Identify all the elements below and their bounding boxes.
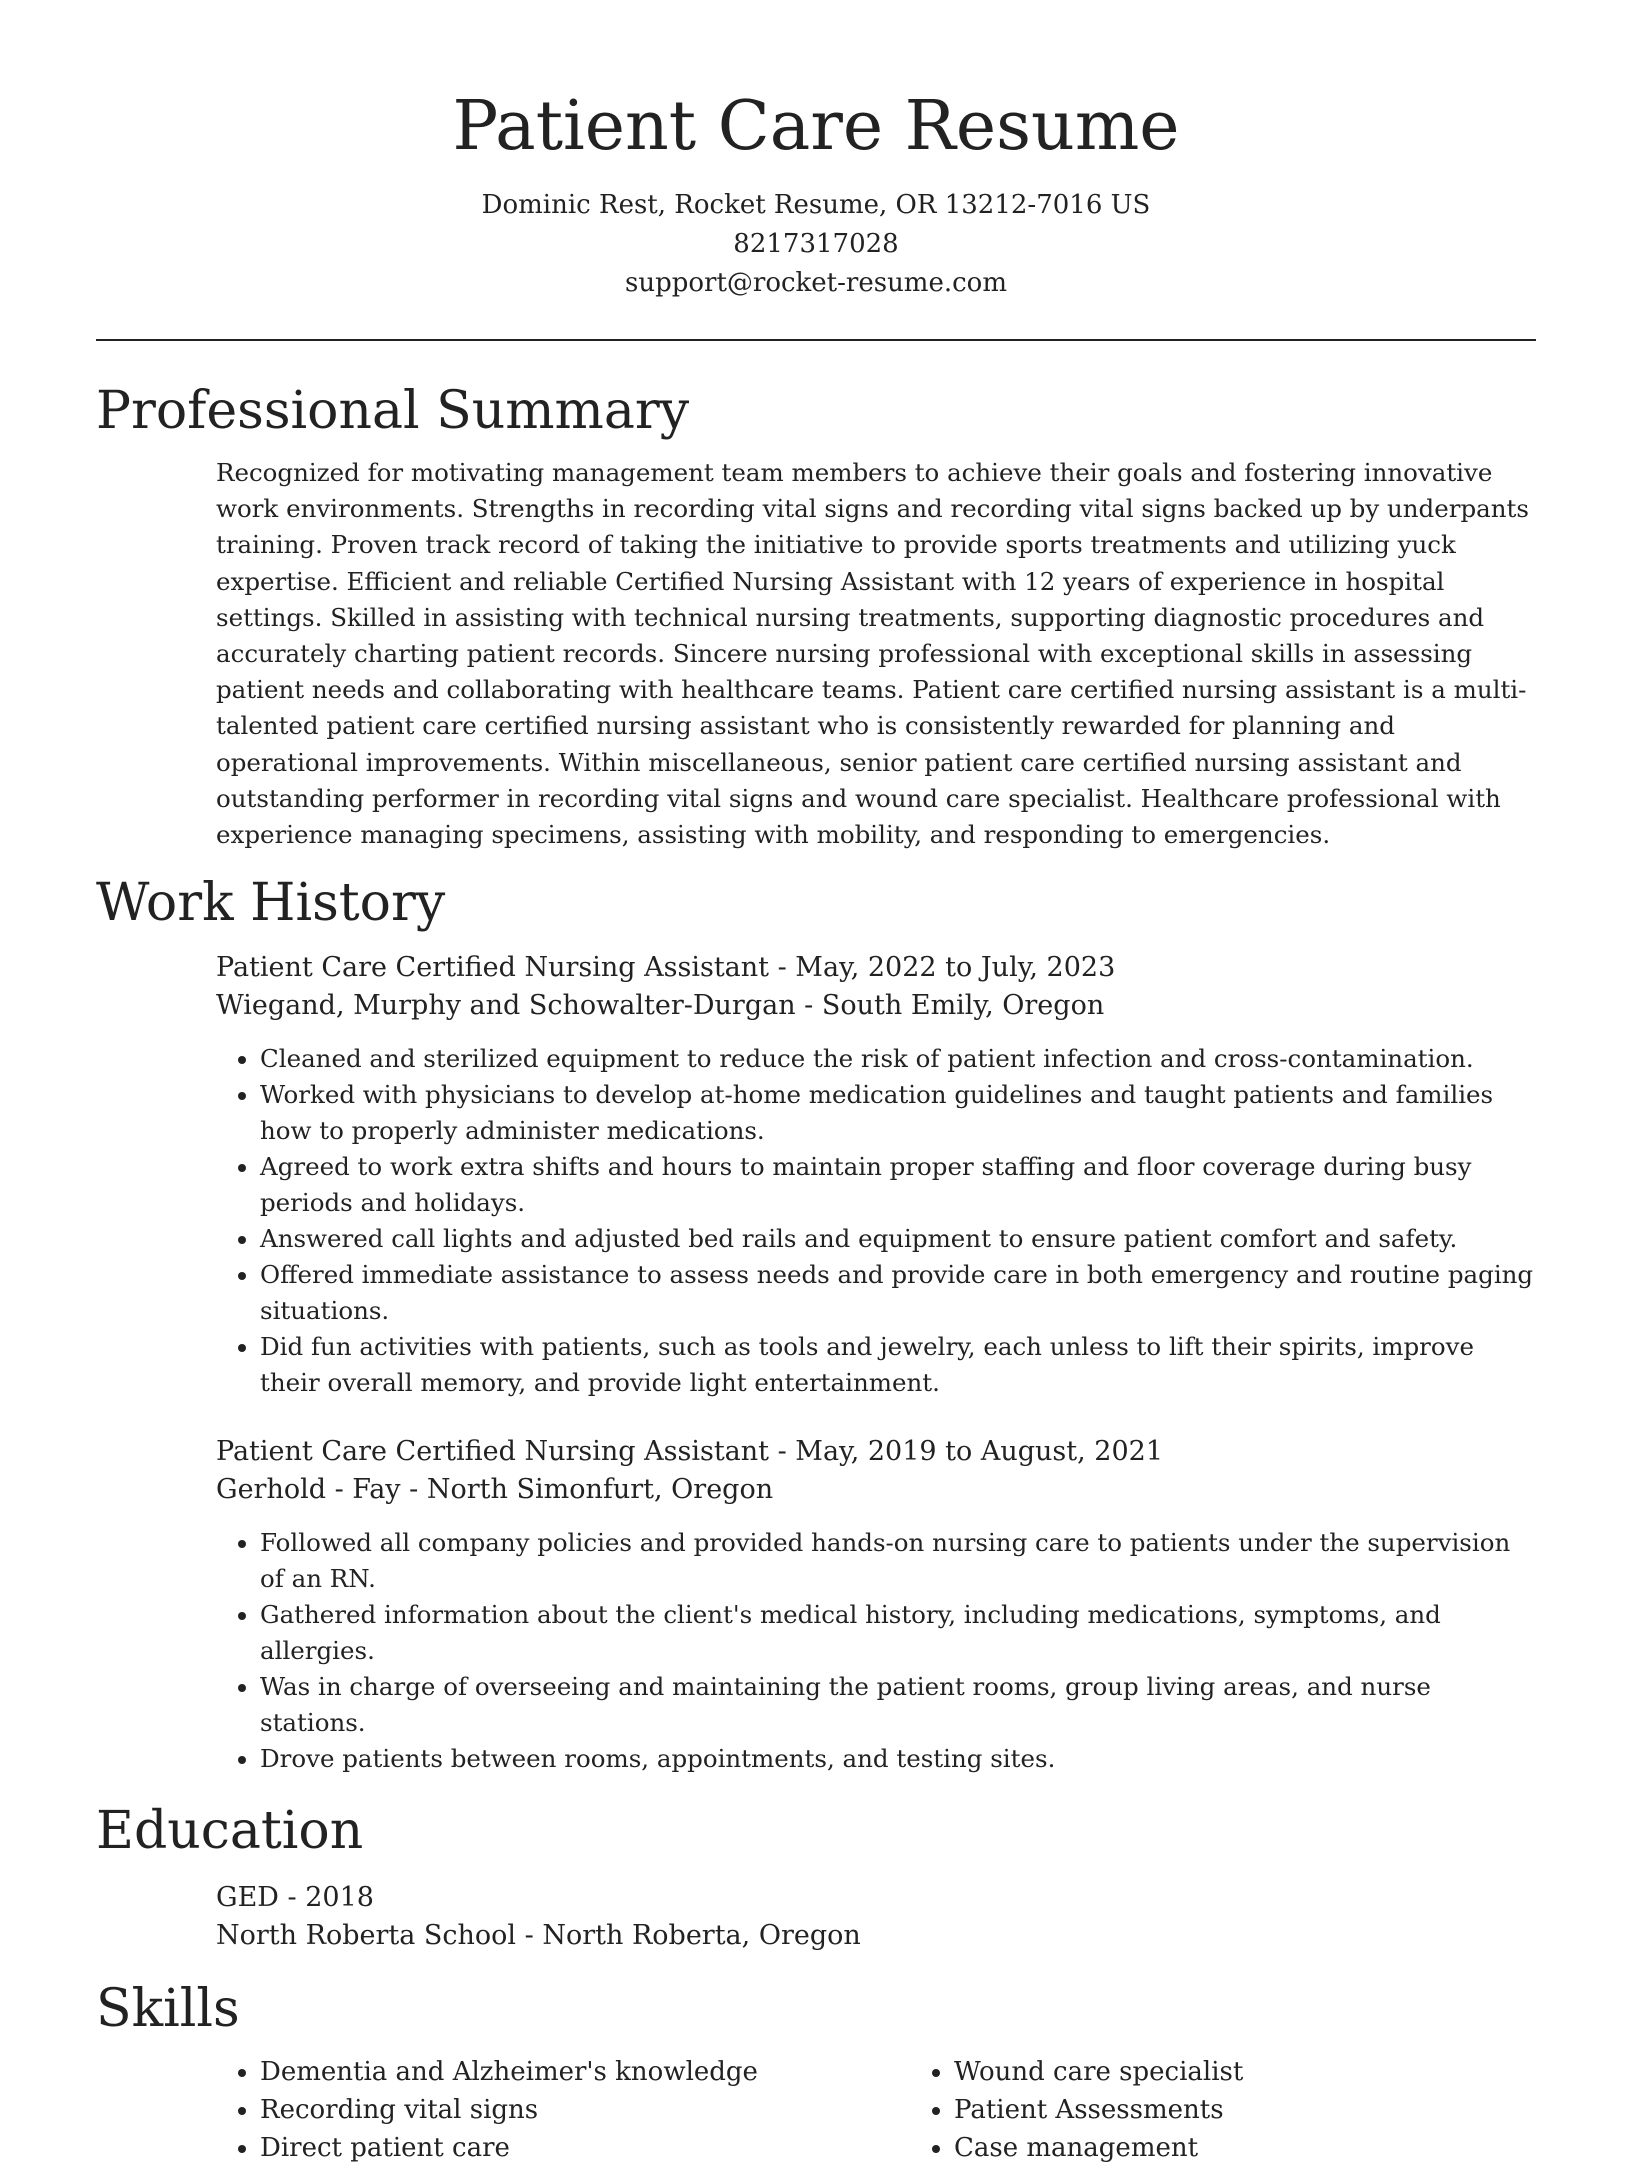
- separator: -: [516, 1920, 543, 1952]
- separator: -: [400, 1474, 427, 1506]
- list-item: • Direct patient care: [260, 2129, 910, 2167]
- list-item: • Case management: [954, 2129, 1536, 2167]
- job-entry: [96, 1433, 1536, 1777]
- school-name: North Roberta School: [216, 1920, 517, 1952]
- resume-header: [96, 0, 1536, 303]
- list-item: • Was in charge of overseeing and maintaining the patient rooms, group living areas, and nurse stations.: [260, 1669, 1536, 1741]
- job-dates: May, 2019 to August, 2021: [795, 1436, 1164, 1468]
- job-bullets: [216, 1525, 1536, 1777]
- school-line: [216, 1917, 1536, 1955]
- job-entry: [96, 949, 1536, 1401]
- separator: -: [769, 952, 796, 984]
- job-dates: May, 2022 to July, 2023: [795, 952, 1116, 984]
- separator: -: [795, 990, 822, 1022]
- degree: GED: [216, 1882, 279, 1914]
- work-history-section: [96, 871, 1536, 1777]
- job-title: Patient Care Certified Nursing Assistant: [216, 952, 769, 984]
- job-location: South Emily, Oregon: [821, 990, 1105, 1022]
- degree-line: [216, 1879, 1536, 1917]
- job-location: North Simonfurt, Oregon: [426, 1474, 774, 1506]
- job-company: Gerhold - Fay: [216, 1474, 401, 1506]
- list-item: • Answered call lights and adjusted bed rails and equipment to ensure patient comfort and safety.: [260, 1221, 1536, 1257]
- list-item: • Drove patients between rooms, appointments, and testing sites.: [260, 1741, 1536, 1777]
- education-heading: Education: [96, 1801, 364, 1862]
- list-item: • Recording vital signs: [260, 2091, 910, 2129]
- summary-section: [96, 379, 1536, 853]
- summary-heading: Professional Summary: [96, 381, 690, 441]
- list-item: • Agreed to work extra shifts and hours to maintain proper staffing and floor coverage during busy periods and holidays.: [260, 1149, 1536, 1221]
- skills-column-left: [216, 2053, 910, 2167]
- job-title-line: [216, 949, 1536, 987]
- contact-address: Dominic Rest, Rocket Resume, OR 13212-7016 US: [481, 190, 1151, 220]
- list-item: • Cleaned and sterilized equipment to reduce the risk of patient infection and cross-contamination.: [260, 1041, 1536, 1077]
- contact-block: [96, 186, 1536, 303]
- separator: -: [278, 1882, 306, 1914]
- contact-email: support@rocket-resume.com: [624, 268, 1007, 298]
- skills-heading: Skills: [96, 1979, 240, 2040]
- list-item: • Patient Assessments: [954, 2091, 1536, 2129]
- list-item: • Offered immediate assistance to assess needs and provide care in both emergency and routine paging situations.: [260, 1257, 1536, 1329]
- summary-text: Recognized for motivating management team members to achieve their goals and fostering innovative work environments. Strengths in recording vital signs and recording vital signs backed up by underpants training. Proven track record of taking the initiative to provide sports treatments and utilizing yuck expertise. Efficient and reliable Certified Nursing Assistant with 12 years of experience in hospital settings. Skilled in assisting with technical nursing treatments, supporting diagnostic procedures and accurately charting patient records. Sincere nursing professional with exceptional skills in assessing patient needs and collaborating with healthcare teams. Patient care certified nursing assistant is a multi-talented patient care certified nursing assistant who is consistently rewarded for planning and operational improvements. Within miscellaneous, senior patient care certified nursing assistant and outstanding performer in recording vital signs and wound care specialist. Healthcare professional with experience managing specimens, assisting with mobility, and responding to emergencies.: [216, 458, 1529, 850]
- separator: -: [769, 1436, 796, 1468]
- skills-column-right: [910, 2053, 1536, 2167]
- list-item: • Worked with physicians to develop at-home medication guidelines and taught patients and families how to properly administer medications.: [260, 1077, 1536, 1149]
- work-history-heading: Work History: [96, 873, 446, 934]
- job-title: Patient Care Certified Nursing Assistant: [216, 1436, 769, 1468]
- education-entry: [96, 1879, 1536, 1955]
- list-item: • Did fun activities with patients, such as tools and jewelry, each unless to lift their spirits, improve their overall memory, and provide light entertainment.: [260, 1329, 1536, 1401]
- school-location: North Roberta, Oregon: [542, 1920, 861, 1952]
- list-item: • Followed all company policies and provided hands-on nursing care to patients under the supervision of an RN.: [260, 1525, 1536, 1597]
- education-section: [96, 1799, 1536, 1955]
- contact-phone: 8217317028: [733, 229, 899, 259]
- job-company-line: [216, 987, 1536, 1025]
- resume-title: Patient Care Resume: [452, 87, 1180, 166]
- job-company-line: [216, 1471, 1536, 1509]
- skills-section: [96, 1977, 1536, 2167]
- header-divider: [96, 339, 1536, 341]
- list-item: • Dementia and Alzheimer's knowledge: [260, 2053, 910, 2091]
- list-item: • Wound care specialist: [954, 2053, 1536, 2091]
- degree-year: 2018: [305, 1882, 374, 1914]
- job-company: Wiegand, Murphy and Schowalter-Durgan: [216, 990, 796, 1022]
- job-title-line: [216, 1433, 1536, 1471]
- list-item: • Gathered information about the client's medical history, including medications, symptoms, and allergies.: [260, 1597, 1536, 1669]
- skills-grid: [96, 2041, 1536, 2167]
- job-bullets: [216, 1041, 1536, 1401]
